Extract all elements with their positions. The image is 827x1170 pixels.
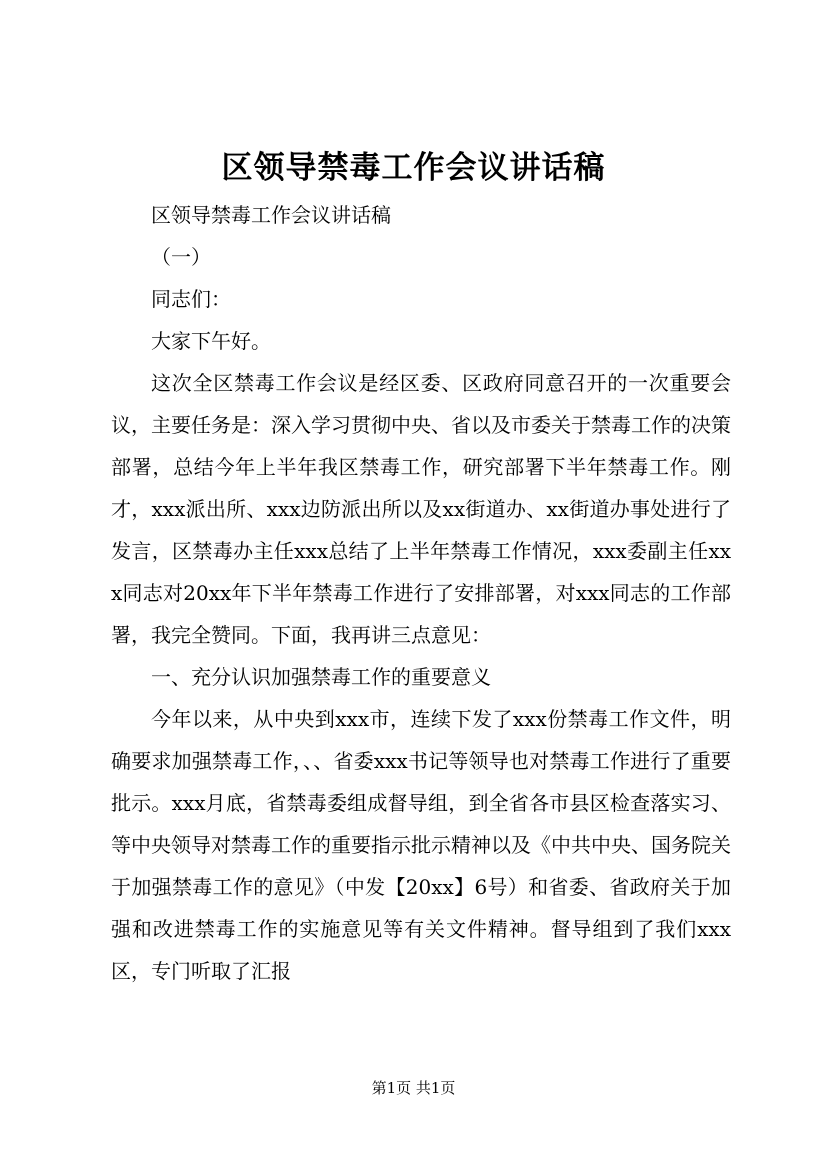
paragraph-greeting: 大家下午好。 (151, 329, 271, 353)
paragraph-body: 今年以来，从中央到xxx市，连续下发了xxx份禁毒工作文件，明确要求加强禁毒工作，、、省委xxx书记等领导也对禁毒工作进行了重要批示。xxx月底，省禁毒委组成督导组，到全省各市县区检查落实习、等中央领导对禁毒工作的重要指示批示精神以及《中共中央、国务院关于加强禁毒工作的意见》（中发【20xx】6号）和省委、省政府关于加强和改进禁毒工作的实施意见等有关文件精神。督导组到了我们xxx区，专门听取了汇报 (111, 707, 731, 983)
paragraph-section-number: （一） (151, 245, 211, 269)
paragraph-subtitle: 区领导禁毒工作会议讲话稿 (151, 203, 391, 227)
paragraph-salutation: 同志们： (151, 287, 231, 311)
document-title: 区领导禁毒工作会议讲话稿 (221, 150, 606, 186)
paragraph-intro: 这次全区禁毒工作会议是经区委、区政府同意召开的一次重要会议，主要任务是：深入学习贯彻中央、省以及市委关于禁毒工作的决策部署，总结今年上半年我区禁毒工作，研究部署下半年禁毒工作。刚才，xxx派出所、xxx边防派出所以及xx街道办、xx街道办事处进行了发言，区禁毒办主任xxx总结了上半年禁毒工作情况，xxx委副主任xxx同志对20xx年下半年禁毒工作进行了安排部署，对xxx同志的工作部署，我完全赞同。下面，我再讲三点意见： (111, 371, 731, 647)
paragraph-heading-one: 一、充分认识加强禁毒工作的重要意义 (151, 665, 491, 689)
document-body (111, 194, 731, 992)
page-footer: 第1页 共1页 (371, 1079, 456, 1097)
